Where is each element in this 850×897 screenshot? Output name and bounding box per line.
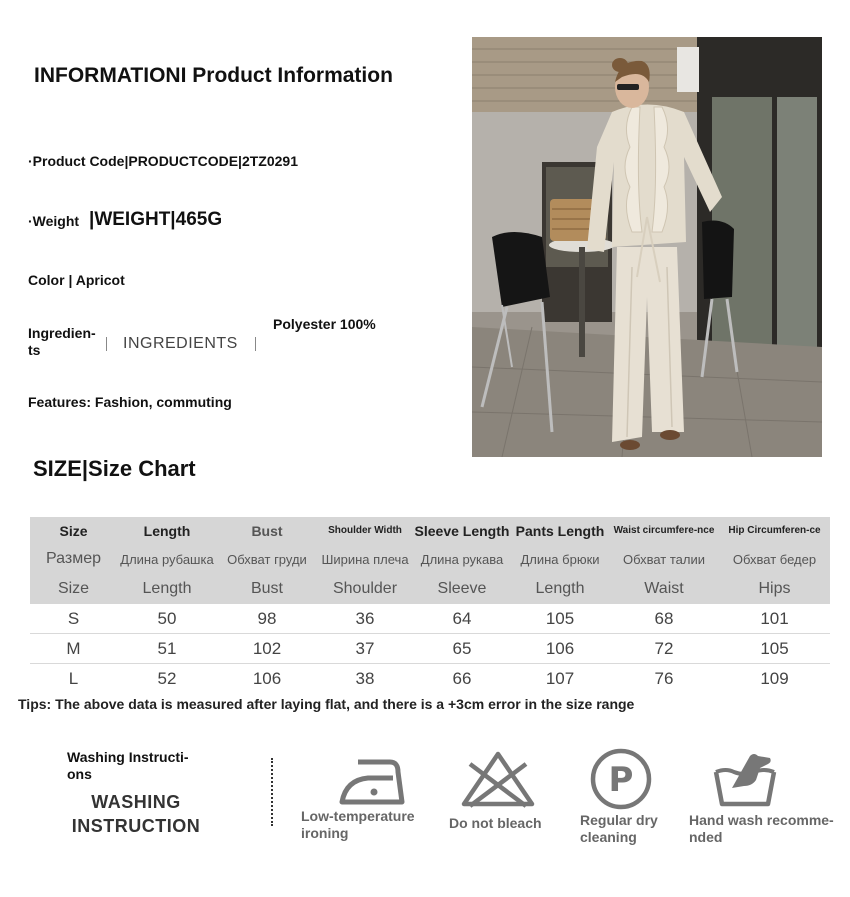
ingredients-label: [28, 325, 96, 359]
ingredients-value: Polyester 100%: [273, 316, 376, 332]
size-header-row-short: [30, 574, 830, 604]
table-cell: 105: [511, 604, 609, 634]
table-cell: 50: [117, 604, 217, 634]
table-cell: 52: [157, 668, 177, 688]
washing-title: [50, 790, 222, 838]
table-cell: 68: [609, 604, 719, 634]
header-short-cell: Bust: [217, 574, 317, 604]
washing-title-line1: WASHING: [91, 792, 181, 812]
table-cell: 66: [452, 668, 472, 688]
table-cell: M: [30, 634, 117, 664]
header-ru-cell: Длина рубашка: [117, 544, 217, 574]
header-length: Length: [117, 517, 217, 544]
table-cell: 38: [355, 668, 375, 688]
header-short-cell: Size: [30, 574, 117, 604]
ingredients-separator-right: [255, 337, 256, 351]
ingredients-separator-left: [106, 337, 107, 351]
header-short-cell: Length: [511, 574, 609, 604]
header-hip: Hip Circumferen-ce: [719, 517, 830, 544]
size-row-l: [30, 664, 830, 694]
measurement-tips: Tips: The above data is measured after laying flat, and there is a +3cm error in the size range: [18, 696, 635, 712]
header-shoulder-width: Shoulder Width: [317, 517, 413, 544]
header-short-cell: Shoulder: [317, 574, 413, 604]
weight-label: ·Weight: [28, 213, 80, 229]
header-short-cell: Waist: [609, 574, 719, 604]
header-pants-length: Pants Length: [511, 517, 609, 544]
table-cell: 98: [217, 604, 317, 634]
header-ru-cell: Обхват бедер: [719, 544, 830, 574]
no-bleach-text: Do not bleach: [449, 815, 542, 831]
weight-value: |WEIGHT|465G: [89, 209, 223, 230]
size-header-row-en: [30, 517, 830, 544]
ironing-text: Low-temperature ironing: [301, 808, 415, 841]
size-chart-table: [30, 517, 830, 693]
header-waist: Waist circumfere-nce: [609, 517, 719, 544]
header-short-cell: Length: [117, 574, 217, 604]
table-cell: 76: [654, 668, 674, 688]
header-ru-cell: Длина брюки: [511, 544, 609, 574]
size-header-row-ru: [30, 544, 830, 574]
product-code: ·Product Code|PRODUCTCODE|2TZ0291: [28, 153, 298, 169]
table-cell: 101: [719, 604, 830, 634]
dry-clean-text: Regular dry cleaning: [580, 812, 658, 845]
header-size: Size: [30, 517, 117, 544]
table-cell: 37: [317, 634, 413, 664]
do-not-bleach-icon: [460, 750, 530, 810]
header-ru-cell: Обхват груди: [217, 544, 317, 574]
ingredients-upper: INGREDIENTS: [123, 335, 238, 352]
ingredients-label-line2: ts: [28, 342, 41, 358]
header-bust: Bust: [217, 517, 317, 544]
ingredients-label-line1: Ingredien-: [28, 325, 96, 341]
header-ru-cell: Обхват талии: [609, 544, 719, 574]
header-short-cell: Hips: [719, 574, 830, 604]
washing-label: Washing Instructi-ons: [67, 749, 189, 782]
header-ru-cell: Длина рукава: [413, 544, 511, 574]
product-info-title: INFORMATIONI Product Information: [34, 64, 393, 87]
dry-clean-p-icon: [588, 746, 658, 806]
table-cell: 102: [217, 634, 317, 664]
table-cell: 51: [117, 634, 217, 664]
table-cell: 106: [511, 634, 609, 664]
table-cell: 36: [317, 604, 413, 634]
color-info: Color | Apricot: [28, 272, 125, 288]
size-chart-title: SIZE|Size Chart: [33, 456, 196, 481]
table-cell: 64: [413, 604, 511, 634]
hand-wash-icon: [710, 748, 780, 808]
svg-text:P: P: [608, 760, 634, 800]
table-cell: L: [68, 668, 79, 688]
table-cell: 105: [719, 634, 830, 664]
table-cell: 109: [760, 668, 789, 688]
size-row-s: [30, 604, 830, 634]
table-cell: 72: [609, 634, 719, 664]
table-cell: 107: [545, 668, 575, 688]
product-photo: [472, 37, 822, 457]
header-sleeve-length: Sleeve Length: [413, 517, 511, 544]
features-info: Features: Fashion, commuting: [28, 394, 232, 410]
header-short-cell: Sleeve: [413, 574, 511, 604]
hand-wash-text: Hand wash recomme-nded: [689, 812, 834, 845]
table-cell: 65: [413, 634, 511, 664]
washing-title-line2: INSTRUCTION: [71, 816, 201, 836]
header-ru-cell: Ширина плеча: [317, 544, 413, 574]
iron-low-temperature-icon: [338, 752, 408, 812]
washing-divider: [271, 758, 273, 826]
header-ru-cell: Размер: [30, 544, 117, 574]
size-row-m: [30, 634, 830, 664]
table-cell: 106: [252, 668, 282, 688]
table-cell: S: [30, 604, 117, 634]
